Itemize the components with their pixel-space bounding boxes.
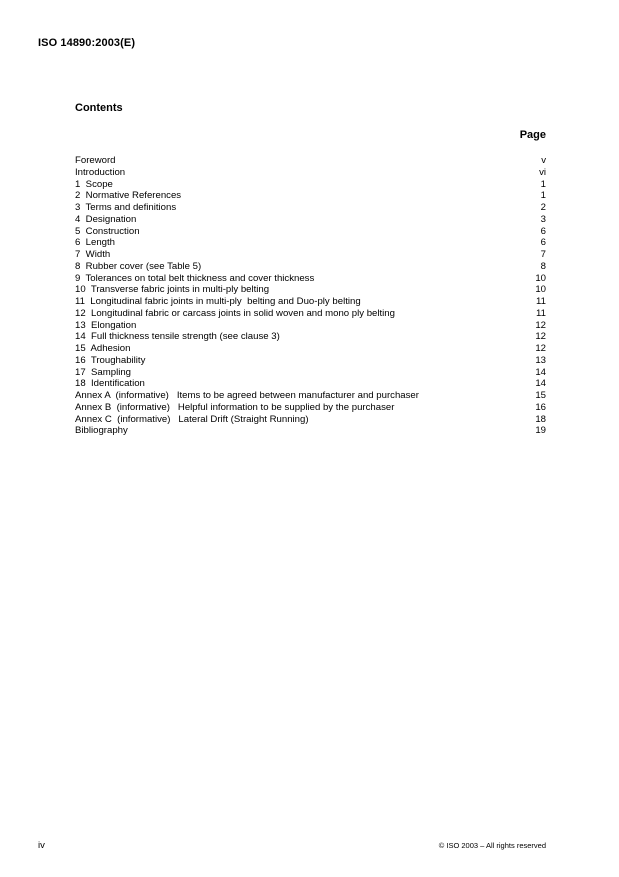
- toc-entry-page: 8: [540, 260, 546, 272]
- toc-entry[interactable]: [75, 273, 546, 285]
- toc-entry-page: 11: [536, 307, 546, 319]
- toc-entry-page: 10: [535, 272, 546, 284]
- toc-entry[interactable]: [75, 179, 546, 191]
- footer-copyright: © ISO 2003 – All rights reserved: [438, 841, 546, 850]
- toc-entry[interactable]: [75, 308, 546, 320]
- toc-entry-title: 5 Construction: [75, 225, 140, 237]
- toc-entry[interactable]: [75, 249, 546, 261]
- footer-page-number: iv: [38, 840, 45, 851]
- toc-entry-title: 6 Length: [75, 237, 116, 249]
- toc-entry-page: 12: [535, 319, 546, 331]
- toc-entry-page: 19: [535, 425, 546, 437]
- toc-entry-page: 12: [535, 331, 546, 343]
- toc-entry-page: 3: [540, 213, 546, 225]
- toc-entry-page: 11: [536, 296, 546, 307]
- toc-entry-page: v: [541, 155, 546, 166]
- toc-entry-page: 6: [540, 225, 546, 237]
- toc-entry-title: 11 Longitudinal fabric joints in multi-ply belting and Duo-ply belting: [75, 296, 361, 307]
- toc-entry-title: Foreword: [75, 155, 116, 166]
- toc-entry-title: 9 Tolerances on total belt thickness and cover thickness: [75, 272, 315, 284]
- toc-entry-title: 16 Troughability: [75, 354, 146, 366]
- toc-entry-title: 7 Width: [75, 249, 111, 260]
- toc-entry[interactable]: [75, 414, 546, 426]
- toc-entry-title: 13 Elongation: [75, 319, 137, 331]
- toc-entry[interactable]: [75, 296, 546, 308]
- toc-entry[interactable]: [75, 167, 546, 179]
- toc-entry[interactable]: [75, 425, 546, 437]
- toc-entry-title: Bibliography: [75, 425, 128, 437]
- toc-entry[interactable]: [75, 355, 546, 367]
- toc-entry-title: Annex A (informative) Items to be agreed between manufacturer and purchaser: [75, 390, 419, 401]
- toc-entry-page: 14: [535, 366, 546, 378]
- toc-entry-title: 4 Designation: [75, 213, 137, 225]
- toc-entry-title: 10 Transverse fabric joints in multi-ply belting: [75, 284, 270, 296]
- toc-entry[interactable]: [75, 390, 546, 402]
- page-column-heading: Page: [519, 129, 546, 141]
- toc-entry-title: 12 Longitudinal fabric or carcass joints in solid woven and mono ply belting: [75, 307, 395, 319]
- toc-entry[interactable]: [75, 214, 546, 226]
- toc-entry[interactable]: [75, 378, 546, 390]
- toc-entry[interactable]: [75, 190, 546, 202]
- toc-entry-title: Annex B (informative) Helpful information to be supplied by the purchaser: [75, 401, 395, 413]
- toc-entry[interactable]: [75, 402, 546, 414]
- table-of-contents: [75, 155, 546, 437]
- toc-entry-title: 1 Scope: [75, 178, 113, 190]
- toc-entry-page: 16: [535, 401, 546, 413]
- toc-entry-title: 2 Normative References: [75, 190, 182, 202]
- toc-entry-page: 7: [540, 249, 546, 260]
- toc-entry[interactable]: [75, 367, 546, 379]
- toc-entry-title: 18 Identification: [75, 378, 145, 390]
- toc-entry-page: 2: [540, 202, 546, 213]
- toc-entry-title: 17 Sampling: [75, 366, 131, 378]
- toc-entry[interactable]: [75, 261, 546, 273]
- contents-heading: Contents: [75, 102, 123, 114]
- toc-entry[interactable]: [75, 331, 546, 343]
- toc-entry-title: 3 Terms and definitions: [75, 202, 177, 213]
- toc-entry[interactable]: [75, 320, 546, 332]
- toc-entry-page: 15: [535, 390, 546, 401]
- toc-entry[interactable]: [75, 284, 546, 296]
- toc-entry-page: 18: [535, 413, 546, 425]
- toc-entry-title: Annex C (informative) Lateral Drift (Straight Running): [75, 413, 309, 425]
- toc-entry-title: 14 Full thickness tensile strength (see clause 3): [75, 331, 280, 343]
- toc-entry-title: 8 Rubber cover (see Table 5): [75, 260, 202, 272]
- toc-entry-title: Introduction: [75, 166, 126, 178]
- toc-entry-title: 15 Adhesion: [75, 343, 131, 354]
- toc-entry-page: 12: [535, 343, 546, 354]
- toc-entry-page: 1: [540, 178, 546, 190]
- toc-entry-page: 6: [540, 237, 546, 249]
- toc-entry-page: 10: [535, 284, 546, 296]
- toc-entry[interactable]: [75, 155, 546, 167]
- toc-entry[interactable]: [75, 202, 546, 214]
- toc-entry[interactable]: [75, 343, 546, 355]
- document-header-id: ISO 14890:2003(E): [38, 37, 136, 49]
- toc-entry-page: 14: [535, 378, 546, 390]
- toc-entry-page: 1: [540, 190, 546, 202]
- toc-entry[interactable]: [75, 237, 546, 249]
- toc-entry-page: 13: [535, 354, 546, 366]
- toc-entry-page: vi: [539, 166, 546, 178]
- toc-entry[interactable]: [75, 226, 546, 238]
